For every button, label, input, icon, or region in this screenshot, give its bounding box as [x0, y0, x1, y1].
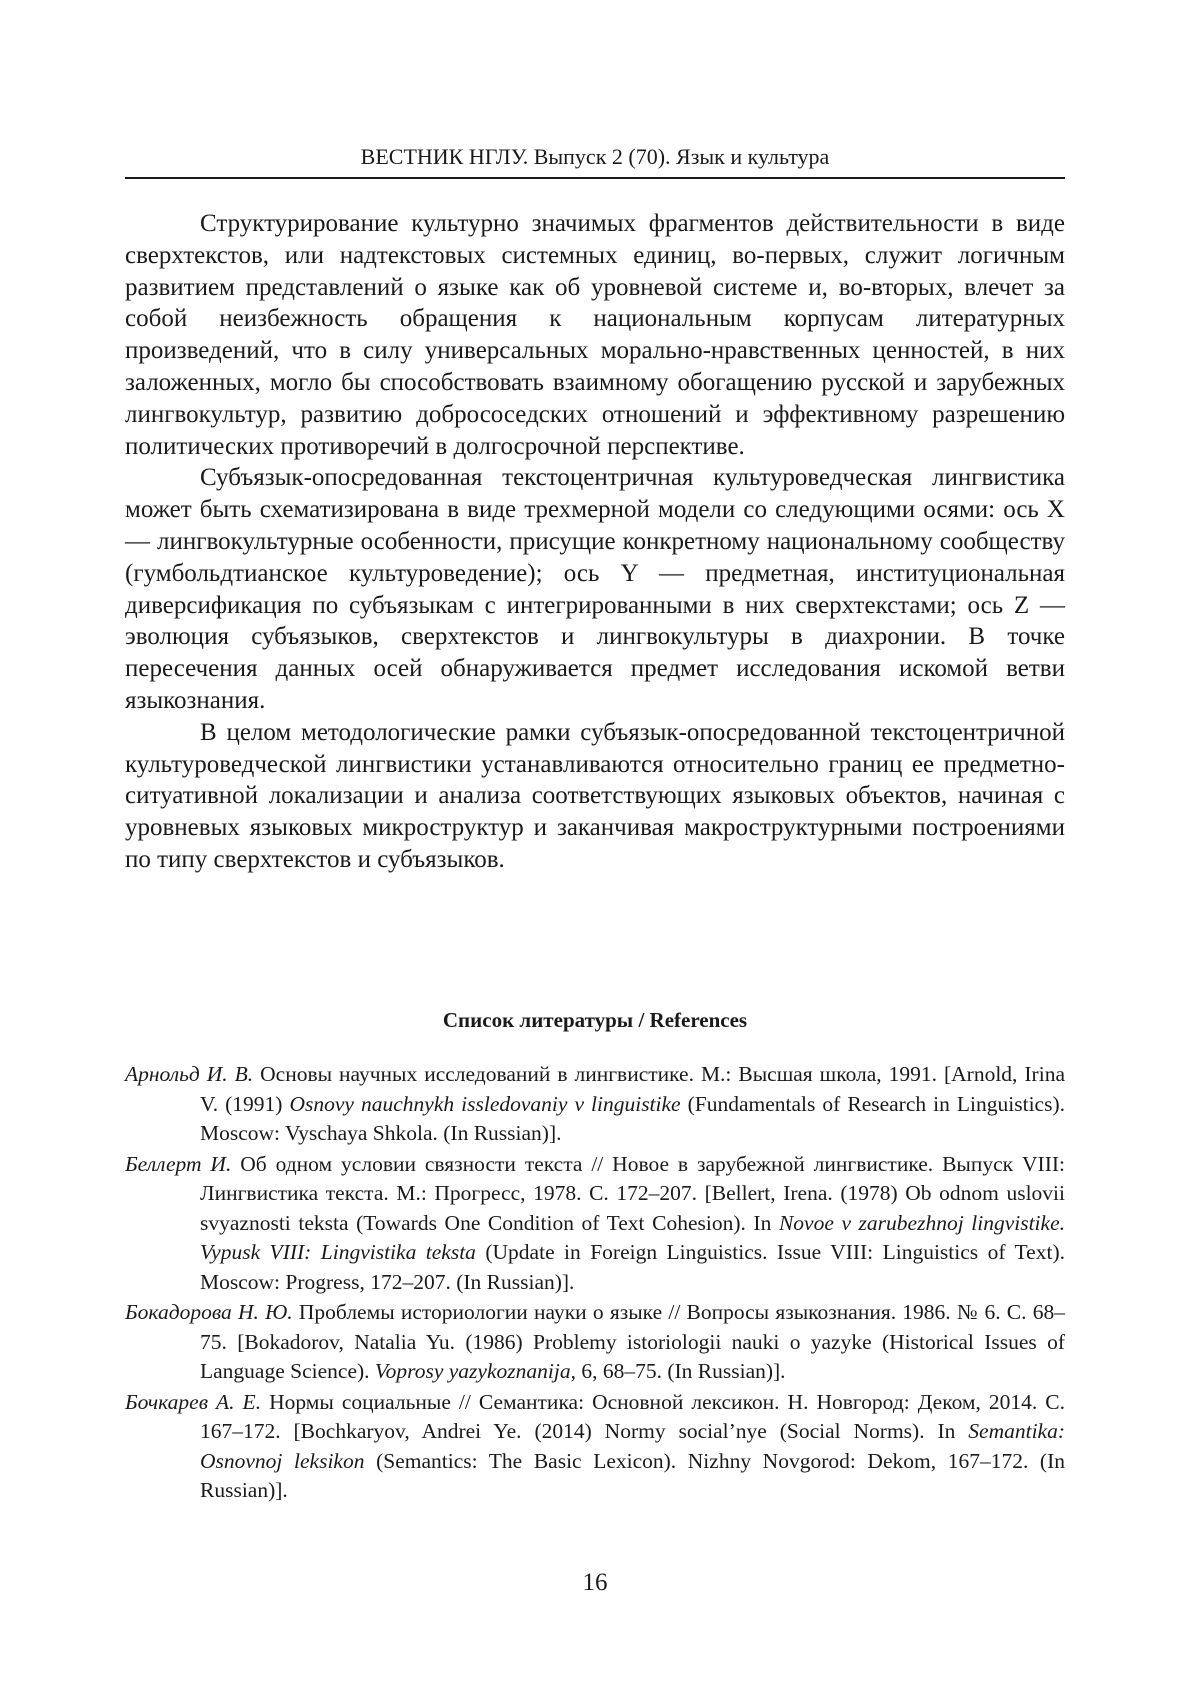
- references-title: Список литературы / References: [442, 1008, 748, 1032]
- reference-text: Об одном условии связности текста // Новое в зарубежной лингвистике. Выпуск VIII: Лингвистика текста. М.: Прогресс, 1978. С. 172–207. [Bellert, Irena. (1978) Ob odnom uslovii svyaznosti teksta (Towards One Condition of Text Cohesion). In: [200, 1151, 1065, 1235]
- reference-item-2: [125, 1150, 1065, 1298]
- references-list: [125, 1060, 1065, 1507]
- reference-text: Основы научных исследований в лингвистике. М.: Высшая школа, 1991. [Arnold, Irina V. (1991): [200, 1062, 1065, 1116]
- reference-item-4: [125, 1388, 1065, 1506]
- reference-author: Беллерт И.: [125, 1151, 232, 1176]
- reference-text: (Semantics: The Basic Lexicon). Nizhny Novgorod: Dekom, 167–172. (In Russian)].: [200, 1448, 1065, 1502]
- body-paragraph-2: Субъязык-опосредованная текстоцентричная культуроведческая лингвистика может быть схематизирована в виде трехмерной модели со следующими осями: ось X — лингвокультурные особенности, присущие конкретному национальному сообществу (гумбольдтианское культуроведение); ось Y — предметная, институциональная диверсификация по субъязыкам с интегрированными в них сверхтекстами; ось Z — эволюция субъязыков, сверхтекстов и лингвокультуры в диахронии. В точке пересечения данных осей обнаруживается предмет исследования искомой ветви языкознания.: [125, 464, 1065, 714]
- reference-author: Бокадорова Н. Ю.: [125, 1300, 293, 1324]
- reference-title-italic: Novoe v zarubezhnoj lingvistike. Vypusk VIII: Lingvistika teksta: [200, 1210, 1065, 1264]
- reference-title-italic: Osnovy nauchnykh issledovaniy v linguistike: [289, 1091, 681, 1116]
- reference-author: Бочкарев А. Е.: [125, 1389, 262, 1414]
- body-paragraph-3: В целом методологические рамки субъязык-опосредованной текстоцентричной культуроведческой лингвистики устанавливаются относительно границ ее предметно-ситуативной локализации и анализа соответствующих языковых объектов, начиная с уровневых языковых микроструктур и заканчивая макроструктурными построениями по типу сверхтекстов и субъязыков.: [125, 718, 1065, 873]
- running-header: ВЕСТНИК НГЛУ. Выпуск 2 (70). Язык и культура: [360, 144, 830, 169]
- article-body: [125, 208, 1065, 876]
- reference-text: (Update in Foreign Linguistics. Issue VIII: Linguistics of Text). Moscow: Progress, 172–207. (In Russian)].: [200, 1240, 1065, 1294]
- header-rule: [125, 177, 1065, 179]
- reference-text: Проблемы историологии науки о языке // Вопросы языкознания. 1986. № 6. С. 68–75. [Bokadorov, Natalia Yu. (1986) Problemy istoriologii nauki o yazyke (Historical Issues of Language Science).: [200, 1300, 1065, 1383]
- reference-text: Нормы социальные // Семантика: Основной лексикон. Н. Новгород: Деком, 2014. С. 167–172. [Bochkaryov, Andrei Ye. (2014) Normy social’nye (Social Norms). In: [200, 1389, 1065, 1443]
- reference-title-italic: Voprosy yazykoznanija: [374, 1359, 571, 1383]
- body-paragraph-1: Структурирование культурно значимых фрагментов действительности в виде сверхтекстов, или надтекстовых системных единиц, во-первых, служит логичным развитием представлений о языке как об уровневой системе и, во-вторых, влечет за собой неизбежность обращения к национальным корпусам литературных произведений, что в силу универсальных морально-нравственных ценностей, в них заложенных, могло бы способствовать взаимному обогащению русской и зарубежных лингвокультур, развитию добрососедских отношений и эффективному разрешению политических противоречий в долгосрочной перспективе.: [125, 210, 1065, 460]
- page-number: 16: [582, 1569, 608, 1596]
- reference-item-3: [125, 1298, 1065, 1387]
- reference-author: Арнольд И. В.: [125, 1062, 254, 1086]
- reference-item-1: [125, 1060, 1065, 1149]
- reference-text: (Fundamentals of Research in Linguistics). Moscow: Vyschaya Shkola. (In Russian)].: [200, 1091, 1065, 1145]
- reference-title-italic: Semantika: Osnovnoj leksikon: [200, 1419, 1065, 1473]
- reference-text: , 6, 68–75. (In Russian)].: [570, 1359, 786, 1383]
